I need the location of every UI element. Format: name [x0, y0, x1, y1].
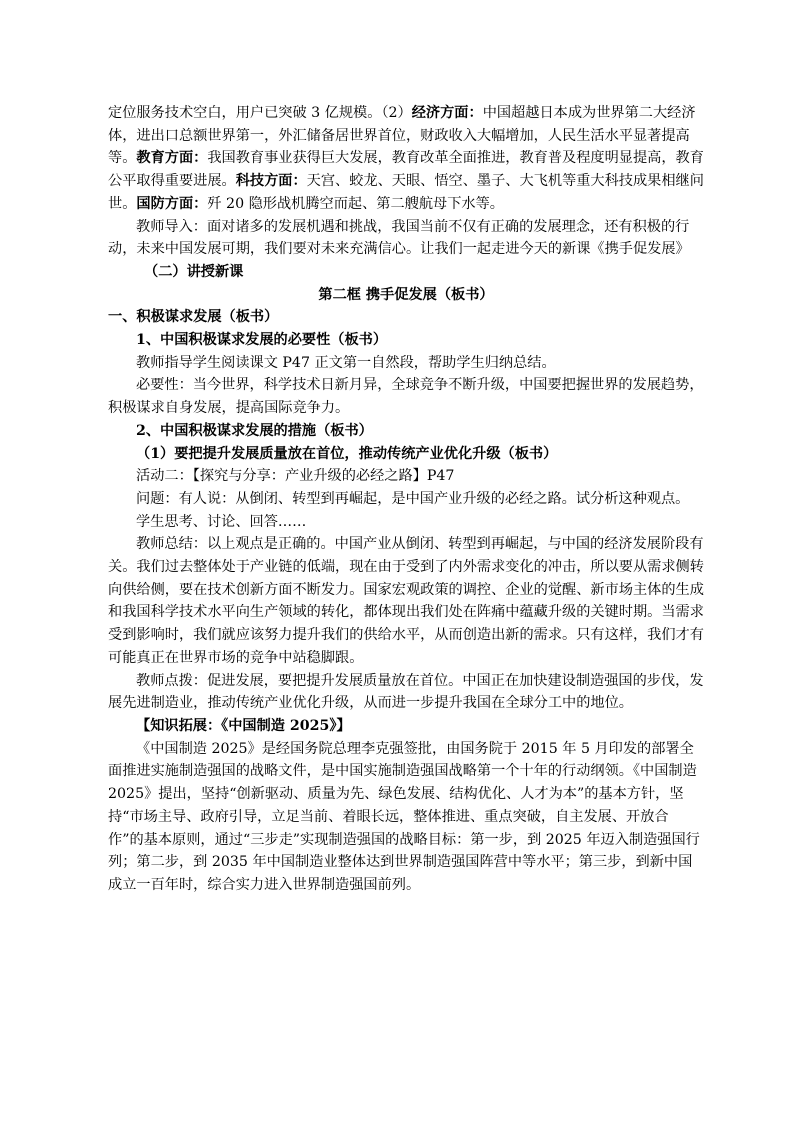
heading-lesson-title [108, 284, 704, 307]
heading-text: 2、中国积极谋求发展的措施（板书） [136, 422, 373, 439]
paragraph-achievements [108, 102, 704, 216]
document-page [108, 102, 704, 897]
heading-section-1-1 [108, 329, 704, 352]
bold-label-defense: 国防方面： [136, 195, 208, 212]
text: 歼 20 隐形战机腾空而起、第二艘航母下水等。 [207, 195, 504, 212]
paragraph-teacher-summary: 教师总结：以上观点是正确的。中国产业从倒闭、转型到再崛起，与中国的经济发展阶段有关。我们过去整体处于产业链的低端，现在由于受到了内外需求变化的冲击，所以要从需求侧转向供给侧，要在技术创新方面不断发力。国家宏观政策的调控、企业的觉醒、新市场主体的生成和我国科学技术水平向生产领域的转化，都体现出我们处在阵痛中蕴藏升级的关键时期。当需求受到影响时，我们就应该努力提升我们的供给水平，从而创造出新的需求。只有这样，我们才有可能真正在世界市场的竞争中站稳脚跟。 [108, 536, 704, 666]
paragraph-teacher-intro: 教师导入：面对诸多的发展机遇和挑战，我国当前不仅有正确的发展理念，还有积极的行动，未来中国发展可期，我们要对未来充满信心。让我们一起走进今天的新课《携手促发展》 [108, 218, 690, 258]
heading-text: （二）讲授新课 [144, 263, 244, 280]
paragraph-teacher-guidance: 教师点拨：促进发展，要把提升发展质量放在首位。中国正在加快建设制造强国的步伐，发展先进制造业，推动传统产业优化升级，从而进一步提升我国在全球分工中的地位。 [108, 672, 704, 712]
paragraph-made-in-china-2025: 《中国制造 2025》是经国务院总理李克强签批，由国务院于 2015 年 5 月印发的部署全面推进实施制造强国的战略文件，是中国实施制造强国战略第一个十年的行动纲领。《中国制造 2025》提出，坚持“创新驱动、质量为先、绿色发展、结构优化、人才为本”的基本方针，坚持“市场主导、政府引导，立足当前、着眼长远，整体推进、重点突破，自主发展、开放合作”的基本原则，通过“三步走”实现制造强国的战略目标：第一步，到 2025 年迈入制造强国行列；第二步，到 2035 年中国制造业整体达到世界制造强国阵营中等水平；第三步，到新中国成立一百年时，综合实力进入世界制造强国前列。 [108, 740, 700, 893]
heading-section-1-2-1 [108, 443, 704, 466]
heading-section-1-2 [108, 420, 704, 443]
heading-text: 第二框 携手促发展（板书） [318, 286, 494, 303]
bold-label-education: 教育方面： [136, 150, 208, 167]
heading-text: 1、中国积极谋求发展的必要性（板书） [136, 332, 388, 349]
heading-knowledge-extension [108, 715, 704, 738]
paragraph-reading-guide: 教师指导学生阅读课文 P47 正文第一自然段，帮助学生归纳总结。 [136, 354, 556, 371]
paragraph-necessity: 必要性：当今世界，科学技术日新月异，全球竞争不断升级，中国要把握世界的发展趋势，积极谋求自身发展，提高国际竞争力。 [108, 377, 704, 417]
heading-text: 【知识拓展：《中国制造 2025》】 [136, 717, 351, 734]
paragraph-student-discussion: 学生思考、讨论、回答…… [136, 513, 307, 530]
paragraph-question: 问题：有人说：从倒闭、转型到再崛起，是中国产业升级的必经之路。试分析这种观点。 [136, 490, 690, 507]
text: 定位服务技术空白，用户已突破 3 亿规模。（2） [108, 105, 412, 121]
bold-label-technology: 科技方面： [235, 173, 307, 190]
text: 天宫、蛟龙、天眼、悟空、墨子、大飞机等重大科技成果相继问世。 [108, 173, 704, 212]
heading-section-1 [108, 306, 704, 329]
heading-text: 一、积极谋求发展（板书） [108, 309, 279, 326]
text: 我国教育事业获得巨大发展，教育改革全面推进，教育普及程度明显提高，教育公平取得重要进展。 [108, 150, 704, 190]
heading-text: （1）要把提升发展质量放在首位，推动传统产业优化升级（板书） [136, 445, 558, 462]
heading-new-lesson [108, 261, 704, 284]
bold-label-economy: 经济方面： [411, 105, 483, 121]
paragraph-activity: 活动二：【探究与分享：产业升级的必经之路】P47 [136, 468, 455, 485]
text: 中国超越日本成为世界第二大经济体，进出口总额世界第一，外汇储备居世界首位，财政收入大幅增加，人民生活水平显著提高等。 [108, 105, 696, 167]
